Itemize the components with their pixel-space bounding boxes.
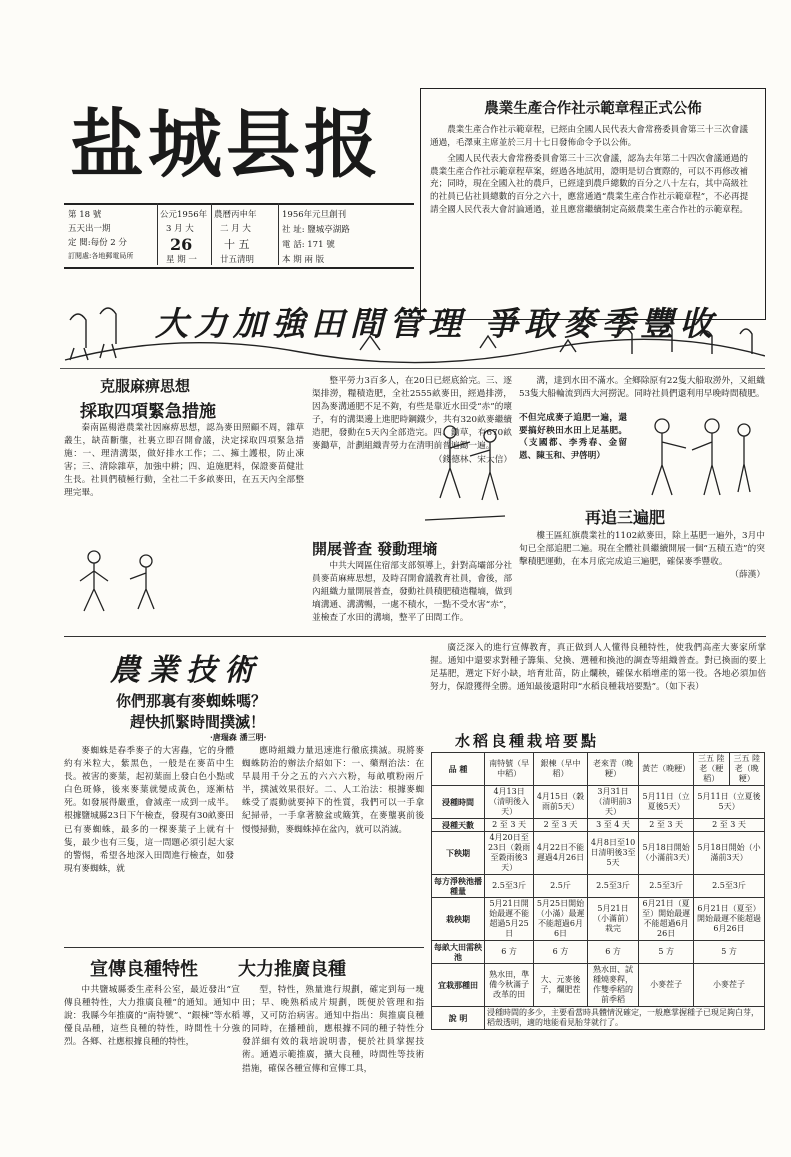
article3-text: 溝，達到水田不滿水。全鄉除原有22隻大船取澇外，又組織53隻大船輪流到西大河撈泥。同時社員們還利用早晚時間積肥。: [519, 376, 765, 400]
meeting-sketch: [632, 412, 764, 502]
row-label: 宜栽那種田: [432, 964, 485, 1007]
pest-article-col2: [242, 745, 424, 945]
table-cell: 5月21日開始最遲不能超過5月25日: [485, 898, 534, 941]
table-cell: 5月11日（立夏後5天）: [694, 786, 765, 819]
article1-title-1: 克服麻痹思想: [100, 377, 191, 395]
price-per-copy: 定 閱:每份 2 分: [68, 238, 127, 248]
table-cell: 6月21日（夏至）開始最遲不能超過6月26日: [639, 898, 694, 941]
article4-text: 中共大岡區住宿部支部領導上，針對高壩部分社員麥苗麻痺思想，及時召開會議教育社員，會後，部內組織力量開展普查，發動社員積肥積造糧墒，做到墒溝通、溝溝暢，一處不積水，一點不受水害“赤”，並檢查了水田的溝墒，整平了田間工作。: [312, 561, 513, 624]
article3-caption: [519, 412, 627, 462]
article5-byline: （薛漢）: [730, 570, 765, 581]
table-cell: 2 至 3 天: [639, 819, 694, 832]
table-header-row: [432, 753, 765, 786]
seed-article-continued: [430, 642, 766, 726]
notice-title: 農業生產合作社示範章程正式公佈: [484, 100, 702, 117]
table-cell: 2 至 3 天: [534, 819, 588, 832]
notice-paragraph: 全國人民代表大會常務委員會第三十三次會議，認為去年第二十四次會議通過的農業生產合作社示範章程草案，經過各地試用，證明是切合實際的，可以不再修改補充；同時，現在全國入社的農戶，已經達到農戶總數的百分之八十左右，其中高級社的社員已佔社員總數的百分之六十，應當通過“農業生產合作社示範章程”，不必再提請全國人民代表大會討論通過，並且應當繼續制定高級農業生產合作社的示範章程。: [430, 154, 749, 215]
row-label: 每方淨秧池播種量: [432, 875, 485, 898]
table-cell: 熟水田、試種燒麥稈，作雙季稻的前季稻: [587, 964, 638, 1007]
table-cell: 小麥茬子: [639, 964, 694, 1007]
row-label: 浸種天數: [432, 819, 485, 832]
pest-col2-text: 應時組織力量迅速進行徹底撲滅。現將麥蜘蛛防治的辦法介紹如下：一、藥劑治法：在早晨用千分之五的六六六粉，每畝噴粉兩斤半，撲滅效果很好。二、人工治法：根據麥蜘蛛受了震動就要掉下的性質，我們可以一手拿紀掃帚，一手拿著臉盆或簸箕，在麥壟裏前後慢慢掃動，麥蜘蛛掉在盆內，就可以消滅。: [242, 746, 424, 835]
note-text: 浸種時間的多少，主要看當時具體情況確定，一般應掌握種子已現足夠白芽，稻殼透明，適的地能看見胎芽就行了。: [485, 1007, 765, 1030]
lunar-year: 農曆丙申年: [214, 210, 257, 220]
table-note-row: [432, 1007, 765, 1030]
office-address: 社 址: 鹽城亭湖路: [282, 225, 350, 235]
publish-schedule: 五天出一期: [68, 224, 111, 234]
table-cell: 2.5至3斤: [587, 875, 638, 898]
month: 3 月 大: [166, 224, 194, 234]
article3-caption-text: 不但完成麥子追肥一遍，還要搞好秧田水田上足基肥。（支國都、李秀春、金留恩、陳玉和、尹啓明）: [519, 413, 627, 461]
solar-term: 廿五清明: [220, 255, 255, 265]
table-cell: 3月31日（清明前3天）: [587, 786, 638, 819]
table-cell: 6月21日（夏至）開始最遲不能超過6月26日: [694, 898, 765, 941]
row-label: 栽秧期: [432, 898, 485, 941]
notice-box: [420, 88, 766, 320]
page-count: 本 期 兩 版: [282, 255, 325, 265]
issue-number: 第 18 號: [68, 210, 102, 220]
notice-paragraph: 農業生產合作社示範章程，已經由全國人民代表大會常務委員會第三十三次會議通過，毛澤東主席並於三月十七日發佈命令予以公佈。: [430, 125, 748, 148]
row-label: 浸種時間: [432, 786, 485, 819]
article1-title-2: 採取四項緊急措施: [80, 402, 216, 422]
article5-text: 樓王區紅旗農業社的1102畝麥田，除上基肥一遍外，3月中旬已全部追肥二遍。現在全體社員繼續開展一個“五積五造”的突擊積肥運動，在本月底完成追三遍肥，確保麥季豐收。: [519, 531, 765, 568]
table-cell: 2.5至3斤: [639, 875, 694, 898]
table-cell: 2.5斤: [534, 875, 588, 898]
table-cell: 4月22日不能遲過4月26日: [534, 832, 588, 875]
article4-body: [312, 560, 512, 630]
table-row: [432, 941, 765, 964]
table-cell: 2 至 3 天: [694, 819, 765, 832]
rice-table-title: 水稻良種栽培要點: [455, 732, 600, 750]
table-cell: 4月20日至23日（穀雨至穀雨後3天）: [485, 832, 534, 875]
table-header-cell: 三五 陸老（粳稻）: [694, 753, 729, 786]
seed-col1-text: 中共鹽城縣委生產科公室，最近發出“宣傳良種特性，大力推廣良種”的通知。通知中說：我縣今年推廣的“南特號”、“銀棟”等水稻優良品種，這些良種的特性，時間性十分強烈。各鄉、社應根據良種的特性，: [64, 985, 240, 1048]
article2-text: 整平勞力3百多人，在20日已經底給完。三、逐渠排澇，糧積造肥，全社2555畝麥田，經過排澇，因為麥溝通肥不足不夠，有些是靠近水田受“赤”的壞子，有的溝渠邊上進肥時鋼鐵少，共有320畝麥繼續造肥，發動在5天內全部造完。四、鋤草，有670畝麥鋤草，計劃組織青勞力在清明前普遍鋤一遍。: [312, 376, 513, 452]
pest-article-byline: ·唐瑞森 潘三明·: [210, 732, 267, 742]
table-cell: 6 方: [587, 941, 638, 964]
lunar-day: 十 五: [224, 238, 250, 251]
issue-info-bar: [64, 203, 414, 269]
weekday: 星 期 一: [166, 255, 197, 265]
table-cell: 5月18日開始（小滿前3天）: [639, 832, 694, 875]
table-cell: 4月13日（清明後入天）: [485, 786, 534, 819]
table-cell: 小麥茬子: [694, 964, 765, 1007]
table-header-cell: 南特號（早中稻）: [485, 753, 534, 786]
table-header-cell: 老來青（晚粳）: [587, 753, 638, 786]
pest-article-title: 你們那裏有麥蜘蛛嗎？: [116, 692, 267, 710]
seed-continued-text: 廣泛深入的進行宣傳教育，真正做到人人懂得良種特性，使我們高產大麥家所掌握。通知中還要求對種子籌集、兌換、選種和換池的調查等組織普查。對已換面的要上足基肥，選定下好小缺，培育壯苗，防止爛秧，確保水稻增產的第一役。各地必須加倍努力，保證獲得全勝。通知最後還附印“水稻良種栽培要點”。（如下表）: [430, 643, 766, 693]
pest-article-subtitle: 趕快抓緊時間撲滅！: [130, 713, 266, 731]
seed-article-col1: [64, 984, 240, 1114]
article1-text: 秦南區楊港農業社因麻痹思想，認為麥田照顧不周，雜草叢生，缺苗斷壟，社裏立即召開會議，決定採取四項緊急措施：一、理清溝渠，做好排水工作；二、擁土護根，防止凍害；三、清除雜草，加強中耕；四、追施肥料，保證麥苗健壯生長。社員們積極行動，全社二千多畝麥田，在五天內全部整理完畢。: [64, 423, 304, 499]
banner: [60, 290, 765, 369]
table-header-cell: 三五 陸老（晚粳）: [729, 753, 764, 786]
rice-seed-table: [431, 752, 765, 1030]
seed-article-col2: [242, 984, 424, 1114]
pest-article-col1: [64, 745, 234, 945]
table-cell: 6 方: [534, 941, 588, 964]
article2-byline: （錢德林、宋大信）: [433, 454, 512, 465]
masthead-title: 盐城县报: [70, 102, 382, 188]
table-cell: 5 方: [694, 941, 765, 964]
section-title: 農業技術: [110, 653, 262, 688]
table-cell: 2.5至3斤: [485, 875, 534, 898]
table-row: [432, 964, 765, 1007]
table-row: [432, 875, 765, 898]
seed-col2-text: 型，特性，熟量進行規劃，確定到每一塊田；早、晚熟稻成片規劃，既便於管理和指導，又可防治病害。通知中指出：與推廣良種的同時，在播種前，應根據不同的種子特性分發詳細有效的栽培說明書，便於社員掌握技術。通過示範推廣，擴大良種，時間性等技術措施，確保各種宣傳和宣傳工具，: [242, 985, 424, 1074]
farmers-sketch: [64, 545, 184, 615]
phone-number: 電 話: 171 號: [282, 240, 335, 250]
table-cell: 2.5至3斤: [694, 875, 765, 898]
workers-sketch: [420, 420, 515, 530]
table-row: [432, 898, 765, 941]
table-cell: 熟水田，準備今秋滿子改革的田: [485, 964, 534, 1007]
table-cell: 5月21日（小滿前）栽完: [587, 898, 638, 941]
day: 26: [170, 235, 193, 254]
table-cell: 大、元麥後子，爛肥茬: [534, 964, 588, 1007]
row-label: 每畝大田需秧池: [432, 941, 485, 964]
subscribe-office: 訂閱處:各地郵電局所: [68, 252, 134, 260]
table-cell: 4月15日（穀雨前5天）: [534, 786, 588, 819]
article5-title: 再追三遍肥: [585, 508, 666, 527]
table-cell: 6 方: [485, 941, 534, 964]
table-cell: 3 至 4 天: [587, 819, 638, 832]
article5-body: [519, 530, 765, 620]
founded-date: 1956年元旦創刊: [282, 210, 347, 220]
table-header-cell: 黃芒（晚粳）: [639, 753, 694, 786]
table-row: [432, 819, 765, 832]
table-row: [432, 786, 765, 819]
table-cell: 5月18日開始（小滿前3天）: [694, 832, 765, 875]
table-cell: 4月8日至10日清明後3至5天: [587, 832, 638, 875]
article4-title: 開展普查 發動理墒: [312, 540, 438, 558]
table-cell: 2 至 3 天: [485, 819, 534, 832]
table-cell: 5月25日開始（小滿）最遲不能超過6月6日: [534, 898, 588, 941]
pest-col1-text: 麥蜘蛛是春季麥子的大害蟲，它的身體約有米粒大，紫黑色，一般是在麥苗中生長。被害的麥葉，起初葉面上發白色小點或白色斑條，後來麥葉就變成黃色，逐漸枯死。如發展得嚴重，會減產一成到一成半。根據鹽城縣23日下午檢查，發現有30畝麥田已有麥蜘蛛，最多的一棵麥葉子上就有十隻，最少也有三隻，這一問題必須引起大家的警惕，希望各地深入田間進行檢查，如發現有麥蜘蛛，就: [64, 746, 234, 874]
table-header-cell: 銀棟（早中稻）: [534, 753, 588, 786]
row-label: 下秧期: [432, 832, 485, 875]
year: 公元1956年: [160, 210, 208, 220]
table-header-cell: 品 種: [432, 753, 485, 786]
seed-article-title-b: 大力推廣良種: [238, 959, 346, 980]
table-row: [432, 832, 765, 875]
seed-article-title-a: 宣傳良種特性: [90, 959, 198, 980]
banner-title: 大力加強田間管理 爭取麥季豐收: [155, 304, 719, 343]
article3-body: [519, 375, 765, 415]
table-cell: 5 方: [639, 941, 694, 964]
lunar-month: 二 月 大: [220, 224, 251, 234]
table-cell: 5月11日（立夏後5天）: [639, 786, 694, 819]
note-label: 說 明: [432, 1007, 485, 1030]
